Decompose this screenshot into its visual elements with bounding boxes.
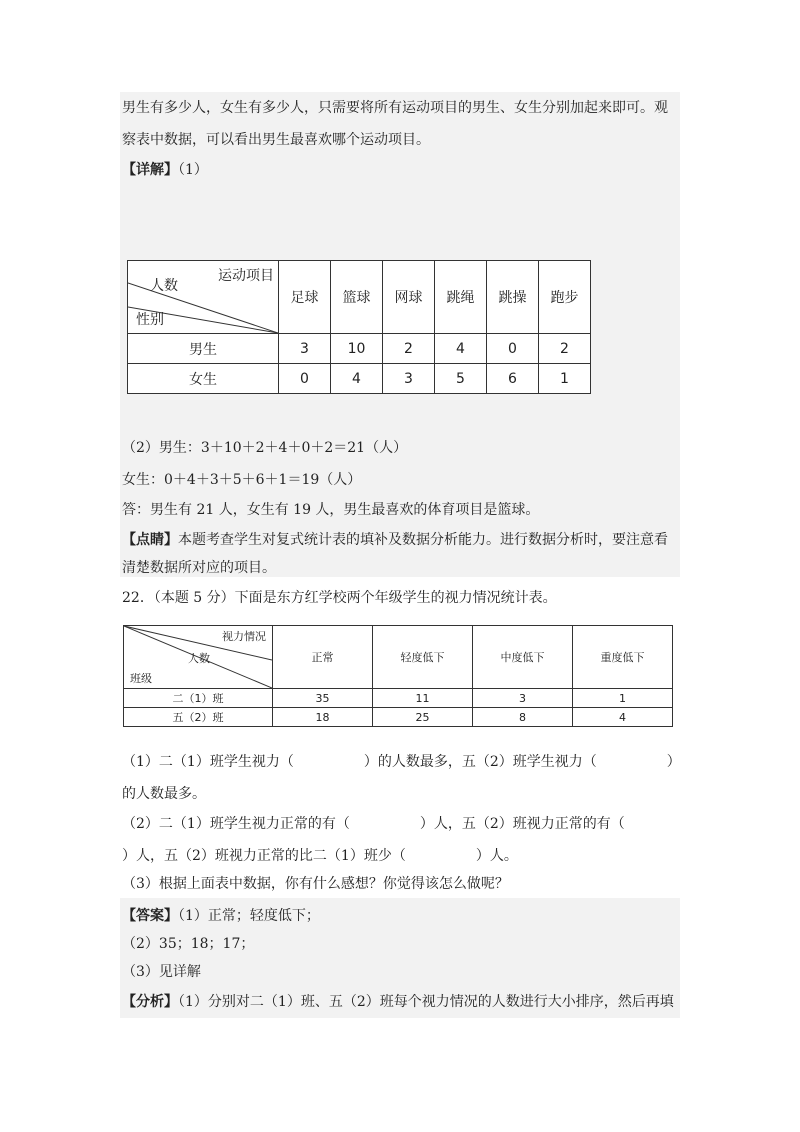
question-22: 22．（本题 5 分）下面是东方红学校两个年级学生的视力情况统计表。 [122,590,557,606]
sub-question-3: （3）根据上面表中数据，你有什么感想？你觉得该怎么做呢？ [122,876,509,892]
analysis-line-2: 察表中数据，可以看出男生最喜欢哪个运动项目。 [122,132,430,148]
cell: 4 [331,364,383,394]
cell: 0 [279,364,331,394]
row-label: 五（2）班 [124,708,273,727]
girls-total: 女生：0＋4＋3＋5＋6＋1＝19（人） [122,472,362,488]
cell: 2 [383,334,435,364]
cell: 4 [435,334,487,364]
analysis-line-1: 男生有多少人，女生有多少人，只需要将所有运动项目的男生、女生分别加起来即可。观 [122,100,668,116]
analysis-line [122,992,674,1012]
cell: 3 [383,364,435,394]
cell: 8 [473,708,573,727]
cell: 0 [487,334,539,364]
cell: 3 [279,334,331,364]
header-cell: 网球 [383,261,435,334]
sub-question-2b: ）人，五（2）班视力正常的比二（1）班少（ ）人。 [122,848,518,864]
answer-tag: 【答案】 [122,908,178,924]
answer-text: （1）正常；轻度低下； [178,908,320,924]
cell: 11 [373,689,473,708]
cell: 4 [573,708,673,727]
sports-table-corner [128,261,279,334]
comment-line-2: 清楚数据所对应的项目。 [122,560,276,576]
cell: 3 [473,689,573,708]
table-row [124,689,673,708]
comment-text: 本题考查学生对复式统计表的填补及数据分析能力。进行数据分析时，要注意看 [178,532,668,548]
header-cell: 重度低下 [573,626,673,689]
detail-tag: 【详解】 [122,162,178,178]
corner-label-class: 班级 [130,672,152,685]
cell: 5 [435,364,487,394]
cell: 2 [539,334,591,364]
corner-label-count: 人数 [150,278,178,294]
sub-question-1a: （1）二（1）班学生视力（ ）的人数最多，五（2）班学生视力（ ） [122,754,681,770]
part2-answer: 答：男生有 21 人，女生有 19 人，男生最喜欢的体育项目是篮球。 [122,502,540,518]
corner-label-count: 人数 [188,652,210,665]
boys-total: （2）男生：3＋10＋2＋4＋0＋2＝21（人） [122,440,408,456]
header-cell: 篮球 [331,261,383,334]
header-cell: 正常 [273,626,373,689]
cell: 1 [573,689,673,708]
header-cell: 轻度低下 [373,626,473,689]
detail-heading [122,160,208,180]
row-label: 男生 [128,334,279,364]
comment-tag: 【点睛】 [122,532,178,548]
sub-question-2a: （2）二（1）班学生视力正常的有（ ）人，五（2）班视力正常的有（ [122,816,625,832]
cell: 25 [373,708,473,727]
corner-label-gender: 性别 [136,312,164,328]
cell: 35 [273,689,373,708]
corner-label-project: 运动项目 [218,268,274,284]
cell: 18 [273,708,373,727]
answer-line-3: （3）见详解 [122,964,201,980]
sub-question-1b: 的人数最多。 [122,786,206,802]
vision-table-corner [124,626,273,689]
table-row [128,364,591,394]
row-label: 女生 [128,364,279,394]
row-label: 二（1）班 [124,689,273,708]
cell: 10 [331,334,383,364]
analysis-tag: 【分析】 [122,994,178,1010]
header-cell: 中度低下 [473,626,573,689]
sports-table [127,260,591,394]
vision-table [123,625,673,727]
header-cell: 跑步 [539,261,591,334]
table-row [128,334,591,364]
corner-label-vision: 视力情况 [222,630,266,643]
header-cell: 足球 [279,261,331,334]
cell: 1 [539,364,591,394]
answer-line-1 [122,906,320,926]
detail-part-label: （1） [178,162,208,178]
comment-line-1 [122,530,668,550]
answer-line-2: （2）35；18；17； [122,936,255,952]
header-cell: 跳绳 [435,261,487,334]
analysis-text: （1）分别对二（1）班、五（2）班每个视力情况的人数进行大小排序，然后再填 [178,994,674,1010]
cell: 6 [487,364,539,394]
header-cell: 跳操 [487,261,539,334]
table-row [124,708,673,727]
